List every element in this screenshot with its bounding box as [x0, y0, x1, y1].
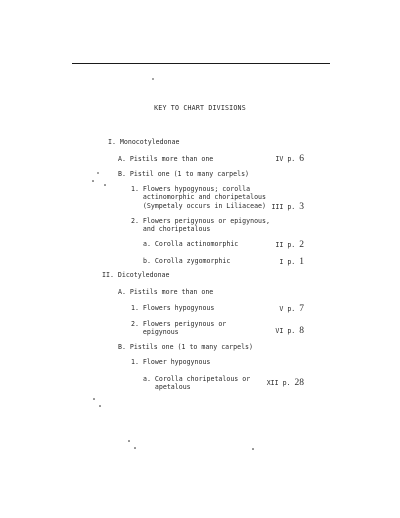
- scan-speck: [99, 405, 101, 407]
- page-ref-number: 2: [299, 240, 304, 250]
- entry-label-mono-b: B. Pistil one (1 to many carpels): [118, 170, 250, 178]
- page-ref-mono-b1: [271, 202, 304, 212]
- top-rule: [72, 63, 330, 64]
- scan-speck: [152, 78, 154, 80]
- entry-label-mono-b1: 1. Flowers hypogynous; corolla actinomorphic and choripetalous (Sympetaly occurs in Liliaceae): [131, 185, 266, 210]
- page-ref-prefix: II p.: [275, 241, 300, 249]
- page-ref-dico-b1a: [267, 378, 304, 388]
- scan-speck: [252, 448, 254, 450]
- scan-speck: [92, 180, 94, 182]
- scan-speck: [134, 447, 136, 449]
- page-ref-prefix: XII p.: [266, 379, 295, 387]
- entry-label-mono-b2: 2. Flowers perigynous or epigynous, and choripetalous: [131, 217, 270, 234]
- page-ref-number: 8: [299, 326, 304, 336]
- entry-label-dico-a2: 2. Flowers perigynous or epigynous: [131, 320, 227, 337]
- scan-speck: [93, 398, 95, 400]
- page-ref-dico-a2: [275, 326, 304, 336]
- page-ref-mono-a: [275, 154, 304, 164]
- page-ref-number: 3: [299, 202, 304, 212]
- page-ref-number: 6: [299, 154, 304, 164]
- page-ref-prefix: III p.: [271, 203, 300, 211]
- entry-label-dico-b1a: a. Corolla choripetalous or apetalous: [143, 375, 251, 392]
- page-ref-number: 1: [299, 257, 304, 267]
- page-ref-prefix: IV p.: [275, 155, 300, 163]
- entry-label-dico-a: A. Pistils more than one: [118, 288, 214, 296]
- entry-label-dico-b1: 1. Flower hypogynous: [131, 358, 211, 366]
- entry-label-monocotyledonae: I. Monocotyledonae: [108, 138, 180, 146]
- entry-label-dicotyledonae: II. Dicotyledonae: [102, 271, 170, 279]
- entry-label-mono-b2a: a. Corolla actinomorphic: [143, 240, 239, 248]
- page-ref-dico-a1: [279, 304, 304, 314]
- page-ref-prefix: VI p.: [275, 327, 300, 335]
- entry-label-mono-a: A. Pistils more than one: [118, 155, 214, 163]
- scan-speck: [104, 184, 106, 186]
- entry-label-dico-b: B. Pistils one (1 to many carpels): [118, 343, 253, 351]
- page-ref-prefix: I p.: [279, 258, 300, 266]
- page-ref-number: 28: [294, 378, 304, 388]
- page-ref-mono-b2b: [279, 257, 304, 267]
- entry-label-dico-a1: 1. Flowers hypogynous: [131, 304, 215, 312]
- scan-speck: [128, 440, 130, 442]
- page-ref-number: 7: [299, 304, 304, 314]
- page-title: KEY TO CHART DIVISIONS: [154, 104, 246, 112]
- entry-label-mono-b2b: b. Corolla zygomorphic: [143, 257, 231, 265]
- page-ref-mono-b2a: [275, 240, 304, 250]
- page-ref-prefix: V p.: [279, 305, 300, 313]
- scan-speck: [97, 172, 99, 174]
